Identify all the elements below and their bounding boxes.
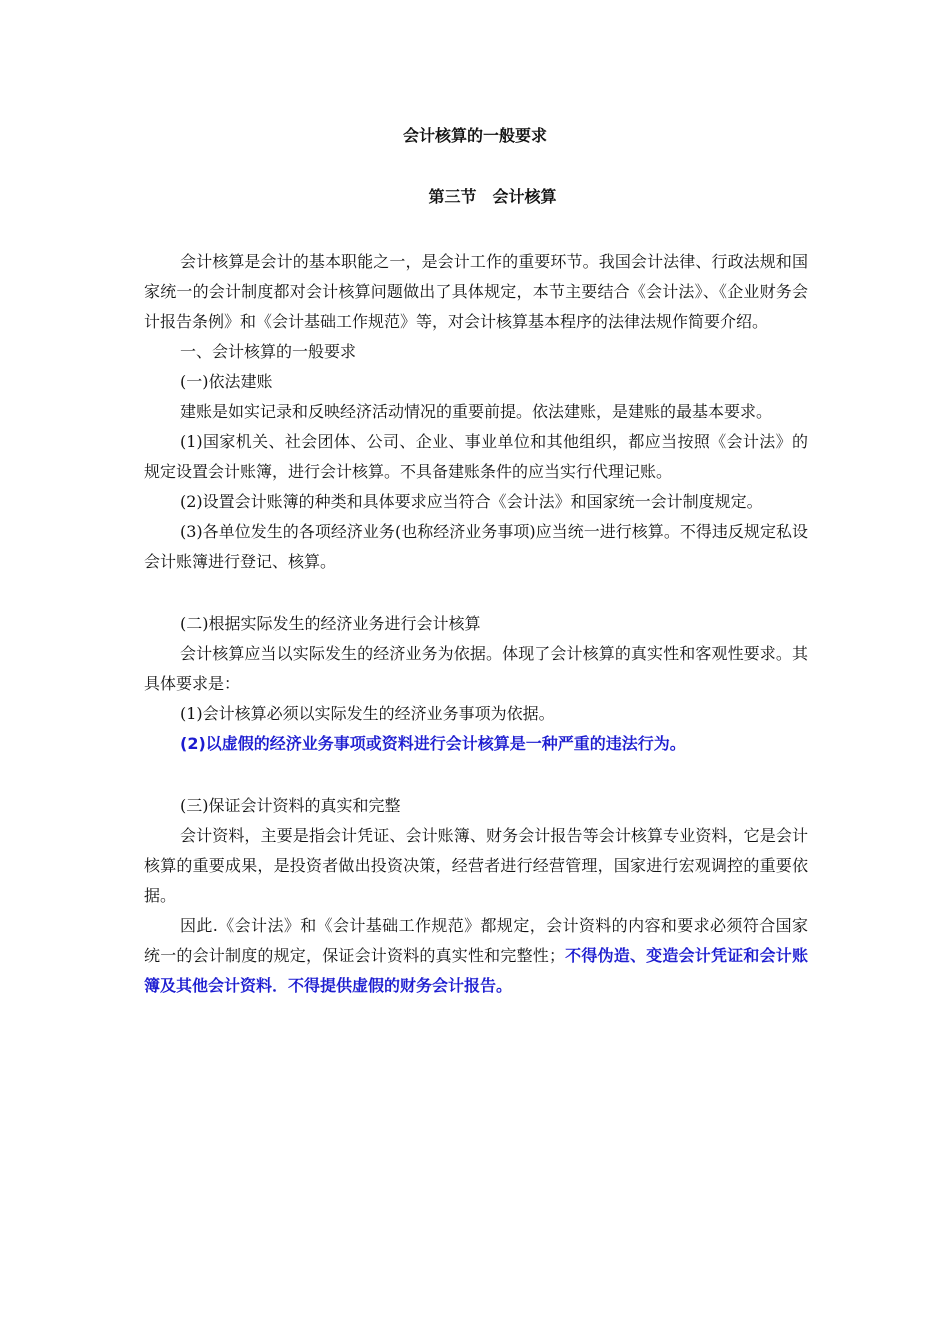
paragraph-establish-accounts: 建账是如实记录和反映经济活动情况的重要前提。依法建账，是建账的最基本要求。: [180, 402, 773, 421]
paragraph-actual-business: 会计核算应当以实际发生的经济业务为依据。体现了会计核算的真实性和客观性要求。其具体要求是：: [144, 644, 808, 693]
subheading-actual-business: (二)根据实际发生的经济业务进行会计核算: [180, 614, 481, 633]
paragraph-gap: [144, 577, 808, 609]
paragraph-regulations: [144, 911, 808, 1001]
document-title: 会计核算的一般要求: [402, 126, 547, 145]
list-item-3: (3)各单位发生的各项经济业务(也称经济业务事项)应当统一进行核算。不得违反规定私设会计账簿进行登记、核算。: [144, 522, 808, 571]
paragraph-intro: 会计核算是会计的基本职能之一，是会计工作的重要环节。我国会计法律、行政法规和国家统一的会计制度都对会计核算问题做出了具体规定，本节主要结合《会计法》、《企业财务会计报告条例》和《会计基础工作规范》等，对会计核算基本程序的法律法规作简要介绍。: [144, 252, 808, 331]
list-item-1: (1)国家机关、社会团体、公司、企业、事业单位和其他组织，都应当按照《会计法》的规定设置会计账簿，进行会计核算。不具备建账条件的应当实行代理记账。: [144, 432, 808, 481]
regulations-highlight: 不得伪造、变造会计凭证和会计账簿及其他会计资料．不得提供虚假的财务会计报告。: [144, 946, 808, 995]
list-item-actual-1: (1)会计核算必须以实际发生的经济业务事项为依据。: [180, 704, 555, 723]
regulations-text: 因此.《会计法》和《会计基础工作规范》都规定，会计资料的内容和要求必须符合国家统一的会计制度的规定，保证会计资料的真实性和完整性；: [144, 916, 808, 965]
section-title: 第三节 会计核算: [428, 187, 557, 206]
list-item-2: (2)设置会计账簿的种类和具体要求应当符合《会计法》和国家统一会计制度规定。: [180, 492, 763, 511]
paragraph-accounting-materials: 会计资料，主要是指会计凭证、会计账簿、财务会计报告等会计核算专业资料，它是会计核算的重要成果，是投资者做出投资决策，经营者进行经营管理，国家进行宏观调控的重要依据。: [144, 826, 808, 905]
document-body: [144, 247, 808, 1001]
list-item-actual-2-highlight: (2)以虚假的经济业务事项或资料进行会计核算是一种严重的违法行为。: [180, 734, 686, 753]
heading-general-requirements: 一、会计核算的一般要求: [180, 342, 357, 361]
subheading-establish-accounts: (一)依法建账: [180, 372, 273, 391]
subheading-truthful-complete: (三)保证会计资料的真实和完整: [180, 796, 401, 815]
paragraph-gap: [144, 759, 808, 791]
